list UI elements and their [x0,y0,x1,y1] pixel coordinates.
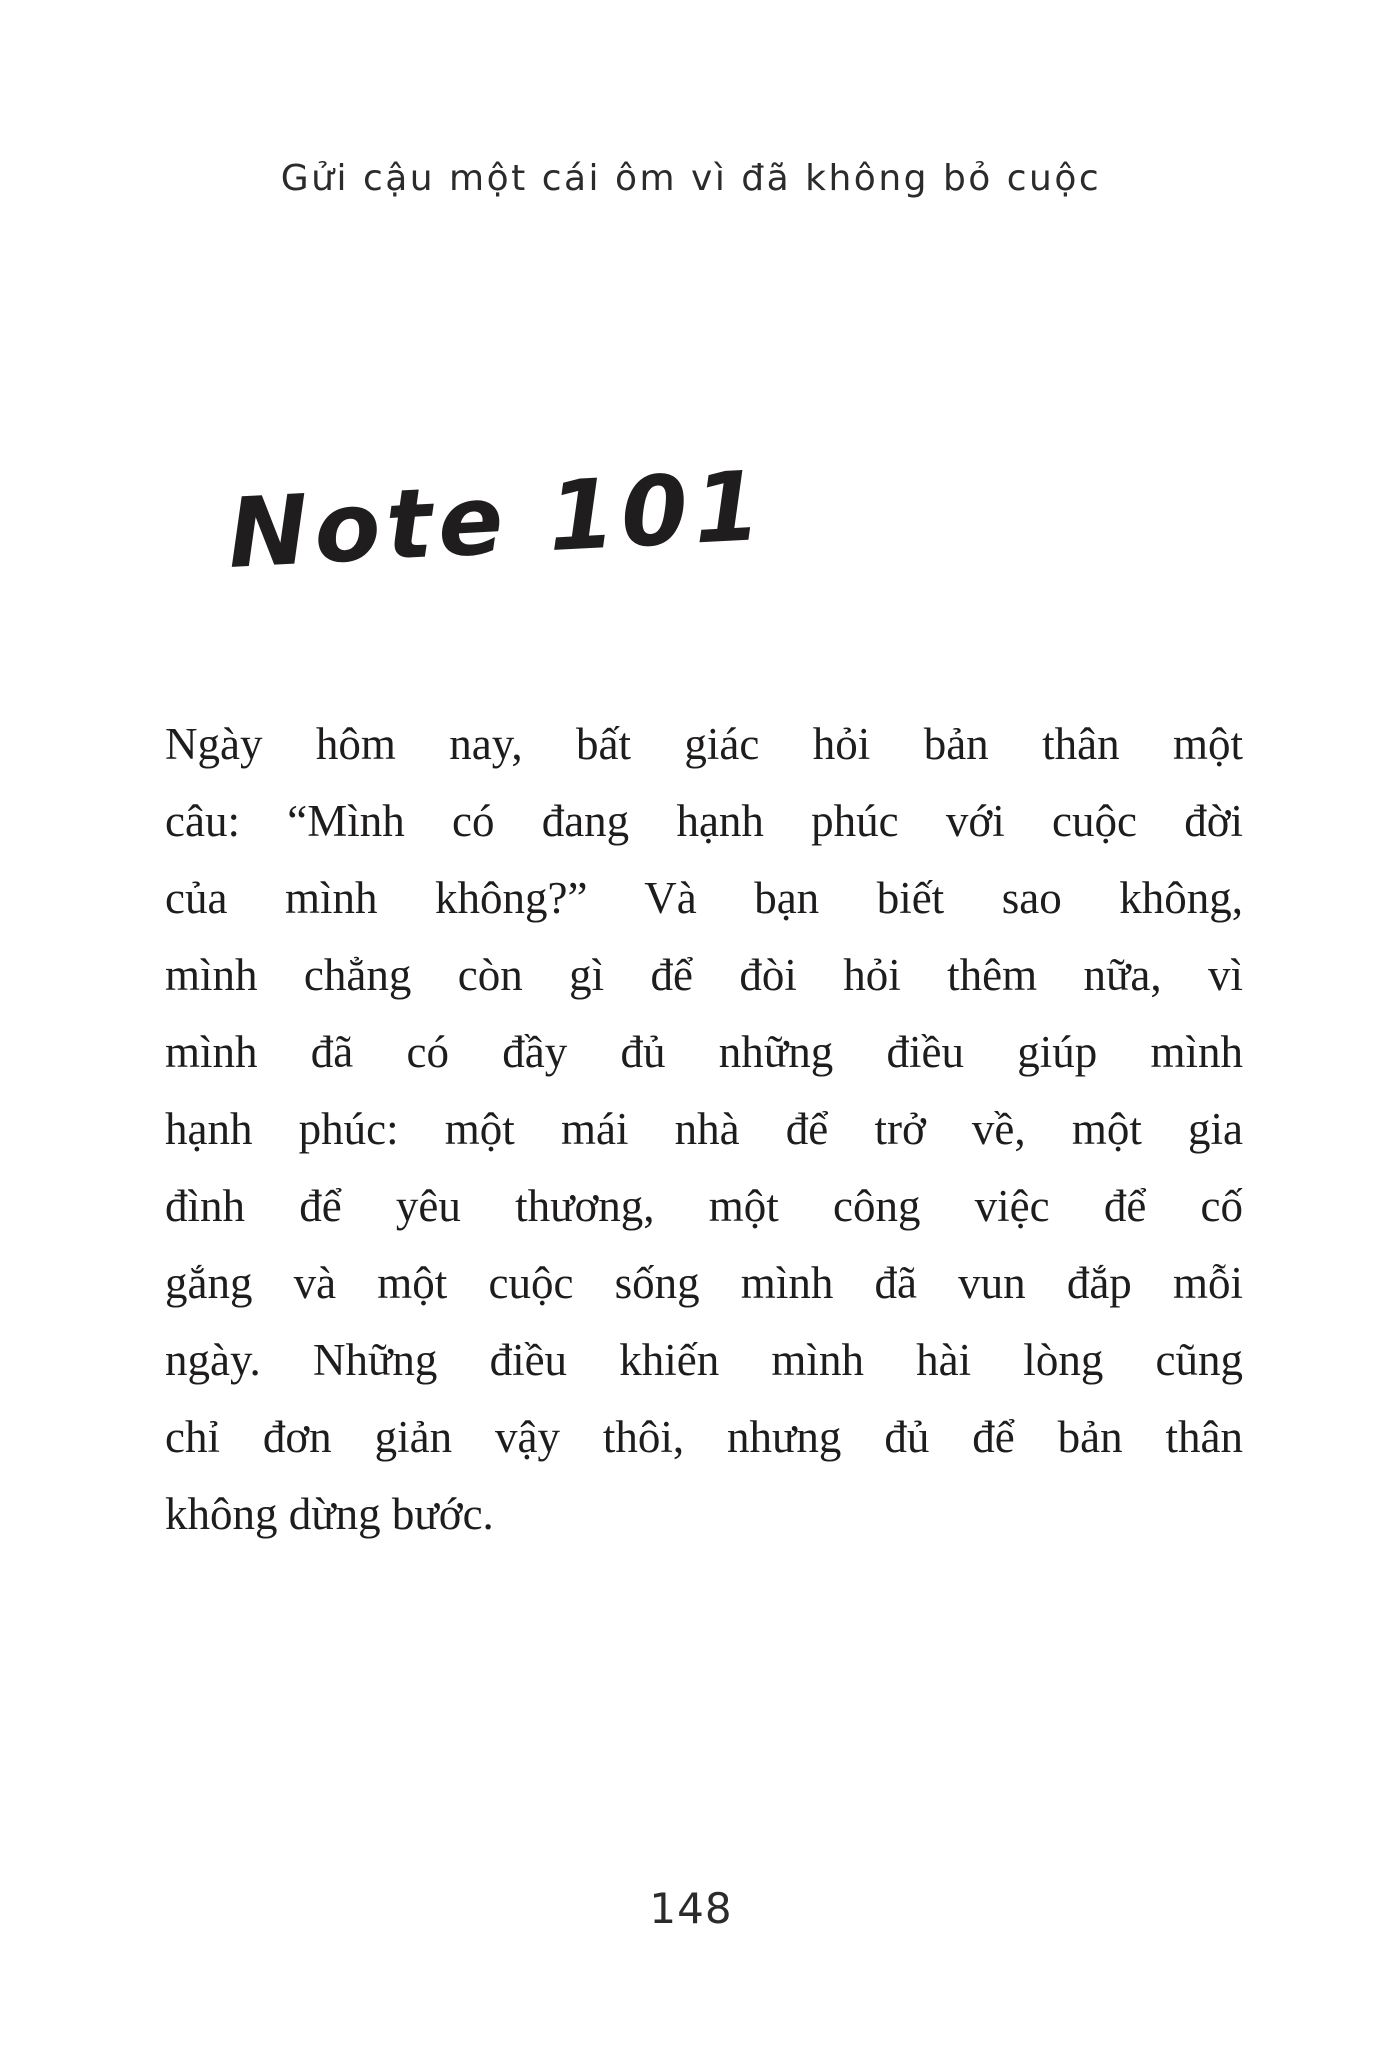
body-line: mình chẳng còn gì để đòi hỏi thêm nữa, vì [165,950,1243,1000]
body-line: câu: “Mình có đang hạnh phúc với cuộc đời [165,796,1243,846]
body-line: của mình không?” Và bạn biết sao không, [165,873,1243,923]
body-line: chỉ đơn giản vậy thôi, nhưng đủ để bản thân [165,1412,1243,1462]
note-title: Note 101 [225,449,770,590]
body-line: Ngày hôm nay, bất giác hỏi bản thân một [165,719,1243,769]
body-line: ngày. Những điều khiến mình hài lòng cũng [165,1335,1243,1385]
page-number: 148 [649,1884,733,1933]
running-head: Gửi cậu một cái ôm vì đã không bỏ cuộc [280,158,1102,199]
body-paragraph [165,706,1243,1553]
body-line: mình đã có đầy đủ những điều giúp mình [165,1027,1243,1077]
body-line: hạnh phúc: một mái nhà để trở về, một gia [165,1104,1243,1154]
body-line: đình để yêu thương, một công việc để cố [165,1181,1243,1231]
body-line: không dừng bước. [165,1489,494,1539]
body-line: gắng và một cuộc sống mình đã vun đắp mỗi [165,1258,1243,1308]
